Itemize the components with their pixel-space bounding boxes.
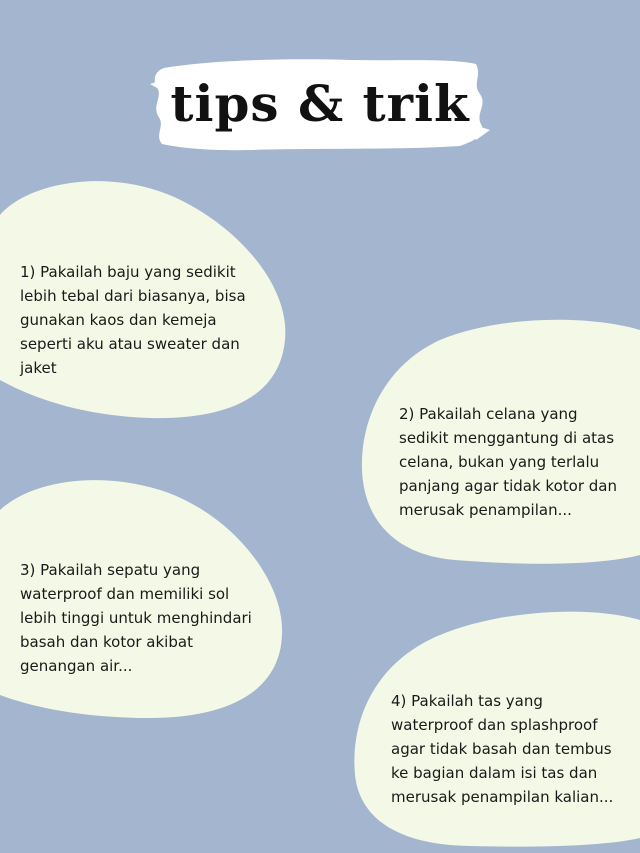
title-banner (150, 54, 490, 154)
tip-2-text: 2) Pakailah celana yang sedikit menggantung di atas celana, bukan yang terlalu panjang agar tidak kotor dan merusak penampilan... (399, 405, 617, 519)
tip-4-text: 4) Pakailah tas yang waterproof dan splashproof agar tidak basah dan tembus ke bagian dalam isi tas dan merusak penampilan kalian... (391, 692, 614, 806)
tip-1-text: 1) Pakailah baju yang sedikit lebih tebal dari biasanya, bisa gunakan kaos dan kemeja seperti aku atau sweater dan jaket (20, 263, 246, 377)
page-title: tips & trik (170, 74, 470, 133)
tip-3-text: 3) Pakailah sepatu yang waterproof dan memiliki sol lebih tinggi untuk menghindari basah dan kotor akibat genangan air... (20, 561, 252, 675)
